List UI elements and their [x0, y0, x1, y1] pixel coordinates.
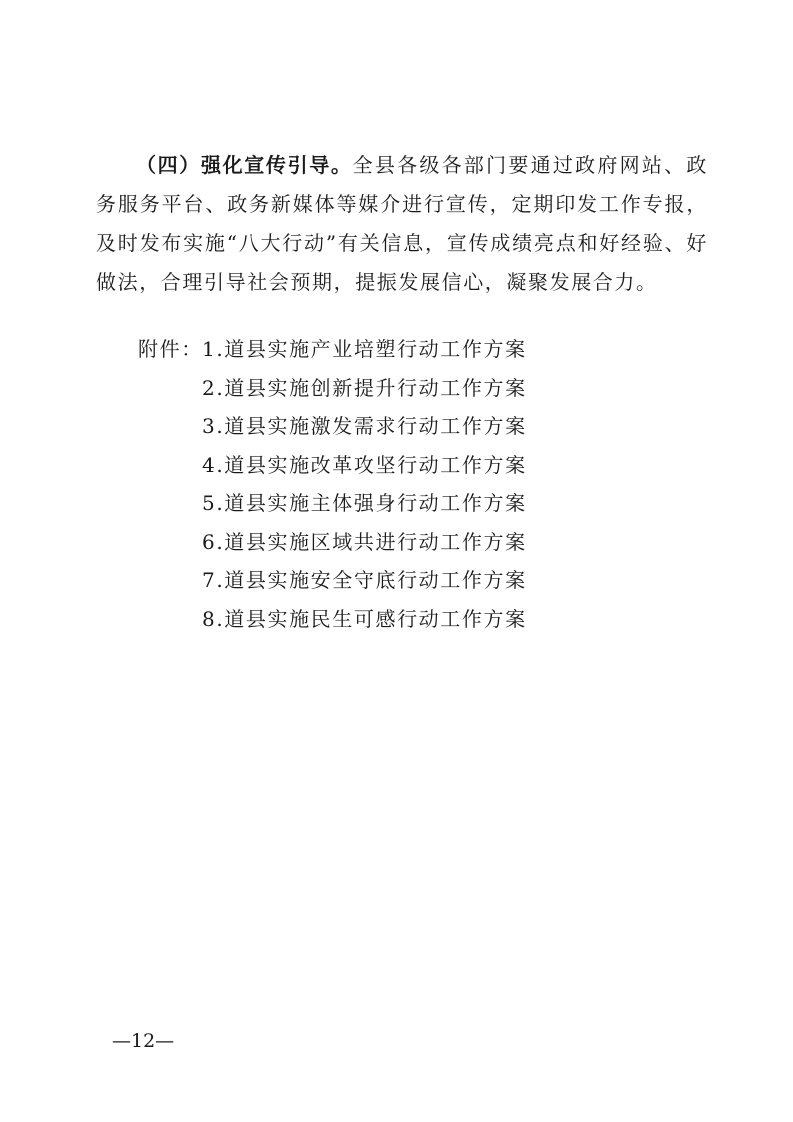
attachment-title: 4.道县实施改革攻坚行动工作方案 [202, 452, 527, 477]
attachment-item [138, 446, 698, 485]
attachment-spacer [138, 561, 202, 600]
attachment-item [138, 484, 698, 523]
section-paragraph [96, 146, 708, 302]
attachment-spacer [138, 600, 202, 639]
attachment-spacer [138, 523, 202, 562]
attachment-title: 5.道县实施主体强身行动工作方案 [202, 491, 527, 515]
attachment-list [138, 330, 698, 638]
attachment-title: 1.道县实施产业培塑行动工作方案 [202, 337, 527, 361]
attachment-title: 6.道县实施区域共进行动工作方案 [202, 529, 527, 554]
attachment-spacer [138, 446, 202, 485]
attachment-item [138, 369, 698, 408]
attachment-title: 2.道县实施创新提升行动工作方案 [202, 375, 527, 400]
page-number: —12— [112, 1030, 175, 1052]
attachment-spacer [138, 484, 202, 523]
attachment-label: 附件： [138, 337, 203, 361]
section-body: 全县各级各部门要通过政府网站、政务服务平台、政务新媒体等媒介进行宣传，定期印发工作专报，及时发布实施“八大行动”有关信息，宣传成绩亮点和好经验、好做法，合理引导社会预期，提振发展信心，凝聚发展合力。 [96, 153, 708, 294]
attachment-spacer [138, 407, 202, 446]
attachment-spacer [138, 369, 202, 408]
section-heading: （四）强化宣传引导。 [136, 153, 353, 177]
attachment-title: 8.道县实施民生可感行动工作方案 [202, 606, 527, 631]
attachment-item [138, 523, 698, 562]
attachment-item [138, 407, 698, 446]
attachment-title: 7.道县实施安全守底行动工作方案 [202, 568, 527, 592]
attachment-item [138, 600, 698, 639]
attachment-item [138, 561, 698, 600]
attachment-title: 3.道县实施激发需求行动工作方案 [202, 414, 527, 438]
attachment-item [138, 330, 698, 369]
